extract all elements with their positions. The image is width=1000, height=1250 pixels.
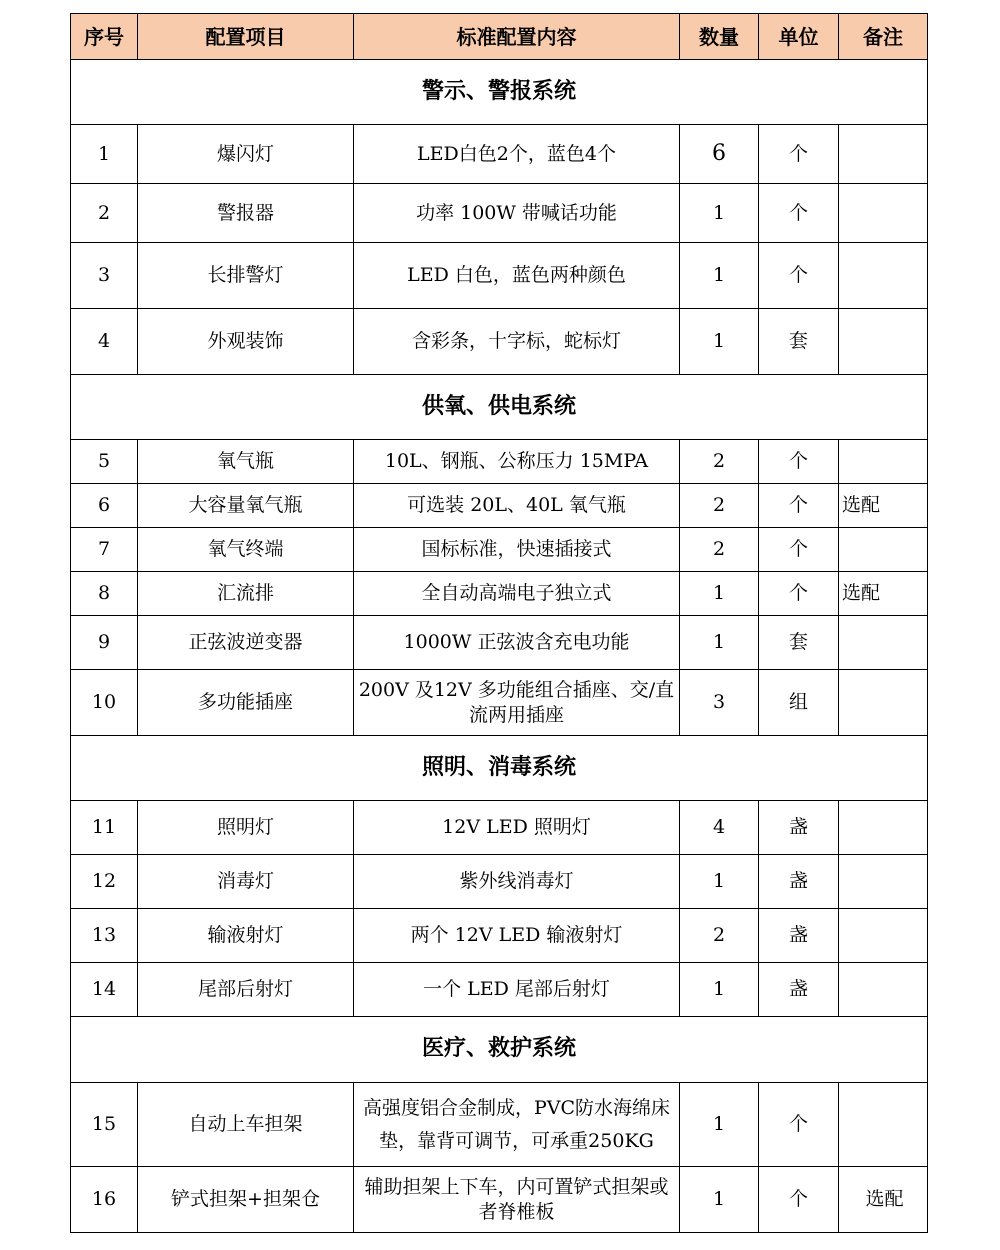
header-item: 配置项目 — [138, 14, 354, 60]
cell-content: 全自动高端电子独立式 — [354, 572, 680, 616]
table-row — [71, 184, 928, 243]
cell-unit: 个 — [759, 1167, 839, 1233]
cell-note — [839, 963, 928, 1017]
cell-item: 大容量氧气瓶 — [138, 484, 354, 528]
header-note: 备注 — [839, 14, 928, 60]
cell-no: 6 — [71, 484, 138, 528]
cell-item: 消毒灯 — [138, 855, 354, 909]
cell-unit: 个 — [759, 528, 839, 572]
cell-no: 16 — [71, 1167, 138, 1233]
cell-note — [839, 801, 928, 855]
cell-qty: 1 — [680, 616, 759, 670]
section-row — [71, 60, 928, 125]
cell-qty: 1 — [680, 184, 759, 243]
cell-note — [839, 909, 928, 963]
cell-note — [839, 670, 928, 736]
header-row — [71, 14, 928, 60]
cell-unit: 套 — [759, 616, 839, 670]
cell-no: 3 — [71, 243, 138, 309]
cell-item: 自动上车担架 — [138, 1083, 354, 1167]
cell-item: 氧气瓶 — [138, 440, 354, 484]
cell-note: 选配 — [839, 484, 928, 528]
table-row — [71, 528, 928, 572]
cell-no: 7 — [71, 528, 138, 572]
header-unit: 单位 — [759, 14, 839, 60]
cell-content: 紫外线消毒灯 — [354, 855, 680, 909]
section-row — [71, 736, 928, 801]
section-title: 照明、消毒系统 — [71, 736, 928, 801]
cell-qty: 1 — [680, 1167, 759, 1233]
cell-qty: 2 — [680, 909, 759, 963]
cell-content: 两个 12V LED 输液射灯 — [354, 909, 680, 963]
cell-unit: 组 — [759, 670, 839, 736]
cell-content: 功率 100W 带喊话功能 — [354, 184, 680, 243]
cell-no: 2 — [71, 184, 138, 243]
cell-unit: 盏 — [759, 801, 839, 855]
cell-no: 15 — [71, 1083, 138, 1167]
cell-unit: 个 — [759, 184, 839, 243]
table-row — [71, 963, 928, 1017]
cell-content: 国标标准，快速插接式 — [354, 528, 680, 572]
cell-unit: 盏 — [759, 963, 839, 1017]
cell-unit: 个 — [759, 440, 839, 484]
cell-qty: 2 — [680, 528, 759, 572]
table-row — [71, 243, 928, 309]
table-row — [71, 801, 928, 855]
cell-qty: 1 — [680, 309, 759, 375]
cell-note — [839, 184, 928, 243]
table-row — [71, 855, 928, 909]
table-row — [71, 670, 928, 736]
cell-item: 警报器 — [138, 184, 354, 243]
cell-unit: 个 — [759, 572, 839, 616]
cell-item: 尾部后射灯 — [138, 963, 354, 1017]
cell-content: 1000W 正弦波含充电功能 — [354, 616, 680, 670]
cell-qty: 1 — [680, 1083, 759, 1167]
cell-unit: 个 — [759, 484, 839, 528]
cell-unit: 个 — [759, 243, 839, 309]
cell-content: LED 白色，蓝色两种颜色 — [354, 243, 680, 309]
table-row — [71, 616, 928, 670]
cell-content: 含彩条，十字标，蛇标灯 — [354, 309, 680, 375]
cell-qty: 2 — [680, 484, 759, 528]
cell-no: 9 — [71, 616, 138, 670]
section-row — [71, 375, 928, 440]
cell-unit: 个 — [759, 1083, 839, 1167]
cell-note — [839, 125, 928, 184]
cell-unit: 个 — [759, 125, 839, 184]
cell-qty: 3 — [680, 670, 759, 736]
cell-no: 13 — [71, 909, 138, 963]
section-title: 警示、警报系统 — [71, 60, 928, 125]
cell-item: 外观装饰 — [138, 309, 354, 375]
header-no: 序号 — [71, 14, 138, 60]
cell-qty: 1 — [680, 572, 759, 616]
cell-note — [839, 528, 928, 572]
cell-item: 正弦波逆变器 — [138, 616, 354, 670]
cell-no: 11 — [71, 801, 138, 855]
table-row — [71, 309, 928, 375]
cell-unit: 盏 — [759, 909, 839, 963]
table-row — [71, 909, 928, 963]
cell-qty: 1 — [680, 243, 759, 309]
cell-content: 200V 及12V 多功能组合插座、交/直流两用插座 — [354, 670, 680, 736]
cell-qty: 2 — [680, 440, 759, 484]
cell-note — [839, 616, 928, 670]
cell-note — [839, 1083, 928, 1167]
cell-no: 1 — [71, 125, 138, 184]
cell-no: 5 — [71, 440, 138, 484]
cell-note — [839, 440, 928, 484]
cell-item: 输液射灯 — [138, 909, 354, 963]
section-title: 供氧、供电系统 — [71, 375, 928, 440]
table-row — [71, 572, 928, 616]
cell-content: 一个 LED 尾部后射灯 — [354, 963, 680, 1017]
cell-unit: 盏 — [759, 855, 839, 909]
table-row — [71, 125, 928, 184]
cell-note — [839, 243, 928, 309]
cell-content: 可选装 20L、40L 氧气瓶 — [354, 484, 680, 528]
cell-item: 氧气终端 — [138, 528, 354, 572]
cell-content: 高强度铝合金制成，PVC防水海绵床垫，靠背可调节，可承重250KG — [354, 1083, 680, 1167]
cell-note: 选配 — [839, 1167, 928, 1233]
cell-note — [839, 309, 928, 375]
table-row — [71, 1083, 928, 1167]
cell-content: 12V LED 照明灯 — [354, 801, 680, 855]
cell-qty: 4 — [680, 801, 759, 855]
cell-note — [839, 855, 928, 909]
config-table — [70, 13, 928, 1233]
table-row — [71, 484, 928, 528]
cell-no: 14 — [71, 963, 138, 1017]
cell-content: LED白色2个，蓝色4个 — [354, 125, 680, 184]
cell-qty: 1 — [680, 963, 759, 1017]
cell-item: 长排警灯 — [138, 243, 354, 309]
cell-item: 多功能插座 — [138, 670, 354, 736]
cell-no: 4 — [71, 309, 138, 375]
cell-item: 汇流排 — [138, 572, 354, 616]
cell-no: 10 — [71, 670, 138, 736]
cell-qty: 1 — [680, 855, 759, 909]
header-content: 标准配置内容 — [354, 14, 680, 60]
cell-note: 选配 — [839, 572, 928, 616]
section-title: 医疗、救护系统 — [71, 1017, 928, 1083]
cell-item: 照明灯 — [138, 801, 354, 855]
cell-content: 辅助担架上下车，内可置铲式担架或者脊椎板 — [354, 1167, 680, 1233]
cell-content: 10L、钢瓶、公称压力 15MPA — [354, 440, 680, 484]
header-qty: 数量 — [680, 14, 759, 60]
cell-no: 12 — [71, 855, 138, 909]
cell-unit: 套 — [759, 309, 839, 375]
table-row — [71, 1167, 928, 1233]
cell-item: 爆闪灯 — [138, 125, 354, 184]
cell-qty: 6 — [680, 125, 759, 184]
cell-item: 铲式担架+担架仓 — [138, 1167, 354, 1233]
section-row — [71, 1017, 928, 1083]
cell-no: 8 — [71, 572, 138, 616]
table-row — [71, 440, 928, 484]
